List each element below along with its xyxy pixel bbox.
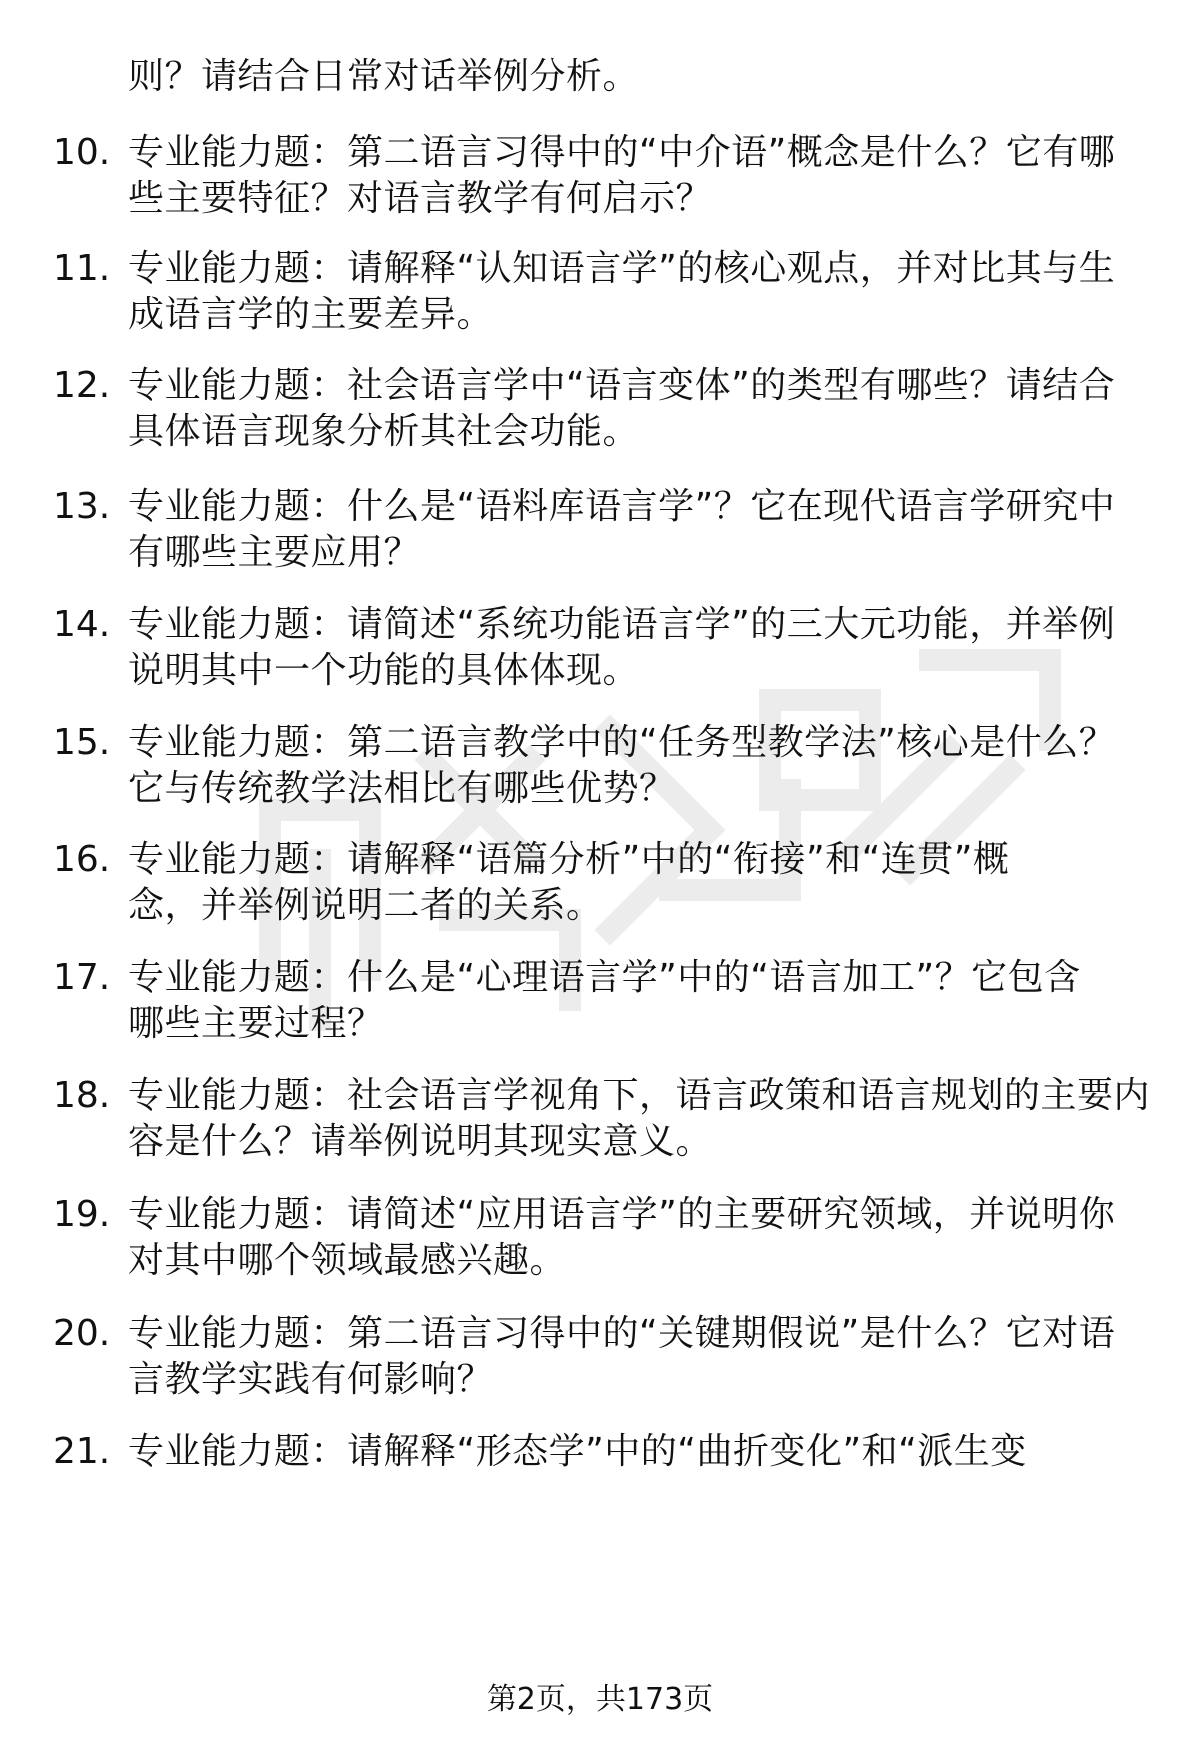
question-line: 成语言学的主要差异。 bbox=[128, 294, 494, 335]
question-number: 10. bbox=[53, 132, 111, 173]
question-line: 些主要特征？对语言教学有何启示？ bbox=[128, 178, 713, 219]
question-line: 言教学实践有何影响？ bbox=[128, 1359, 494, 1400]
question-number: 15. bbox=[53, 722, 111, 763]
question-number: 18. bbox=[53, 1075, 111, 1116]
question-line: 专业能力题：第二语言习得中的“关键期假说”是什么？它对语 bbox=[128, 1313, 1116, 1354]
question-number: 12. bbox=[53, 365, 111, 406]
question-line: 专业能力题：请简述“系统功能语言学”的三大元功能，并举例 bbox=[128, 604, 1116, 645]
question-line: 专业能力题：请解释“认知语言学”的核心观点，并对比其与生 bbox=[128, 248, 1116, 289]
question-number: 19. bbox=[53, 1194, 111, 1235]
question-line: 说明其中一个功能的具体体现。 bbox=[128, 650, 640, 691]
question-line: 专业能力题：请解释“语篇分析”中的“衔接”和“连贯”概 bbox=[128, 839, 1010, 880]
question-number: 21. bbox=[53, 1431, 111, 1472]
page-footer: 第2页，共173页 bbox=[486, 1682, 714, 1717]
question-line: 专业能力题：请简述“应用语言学”的主要研究领域，并说明你 bbox=[128, 1194, 1116, 1235]
question-number: 16. bbox=[53, 839, 111, 880]
question-line: 专业能力题：社会语言学视角下，语言政策和语言规划的主要内 bbox=[128, 1075, 1151, 1116]
question-line: 容是什么？请举例说明其现实意义。 bbox=[128, 1121, 713, 1162]
question-number: 13. bbox=[53, 486, 111, 527]
question-line: 哪些主要过程？ bbox=[128, 1003, 384, 1044]
question-line: 对其中哪个领域最感兴趣。 bbox=[128, 1240, 567, 1281]
intro-line: 则？请结合日常对话举例分析。 bbox=[128, 56, 640, 97]
question-line: 专业能力题：第二语言习得中的“中介语”概念是什么？它有哪 bbox=[128, 132, 1116, 173]
question-line: 专业能力题：第二语言教学中的“任务型教学法”核心是什么？ bbox=[128, 722, 1116, 763]
question-line: 具体语言现象分析其社会功能。 bbox=[128, 411, 640, 452]
question-number: 20. bbox=[53, 1313, 111, 1354]
question-line: 专业能力题：什么是“心理语言学”中的“语言加工”？它包含 bbox=[128, 957, 1081, 998]
question-line: 有哪些主要应用？ bbox=[128, 532, 421, 573]
question-number: 17. bbox=[53, 957, 111, 998]
question-number: 11. bbox=[53, 248, 111, 289]
question-line: 专业能力题：请解释“形态学”中的“曲折变化”和“派生变 bbox=[128, 1431, 1027, 1472]
question-line: 它与传统教学法相比有哪些优势？ bbox=[128, 768, 676, 809]
question-line: 专业能力题：社会语言学中“语言变体”的类型有哪些？请结合 bbox=[128, 365, 1116, 406]
question-line: 专业能力题：什么是“语料库语言学”？它在现代语言学研究中 bbox=[128, 486, 1116, 527]
question-number: 14. bbox=[53, 604, 111, 645]
question-line: 念，并举例说明二者的关系。 bbox=[128, 885, 603, 926]
